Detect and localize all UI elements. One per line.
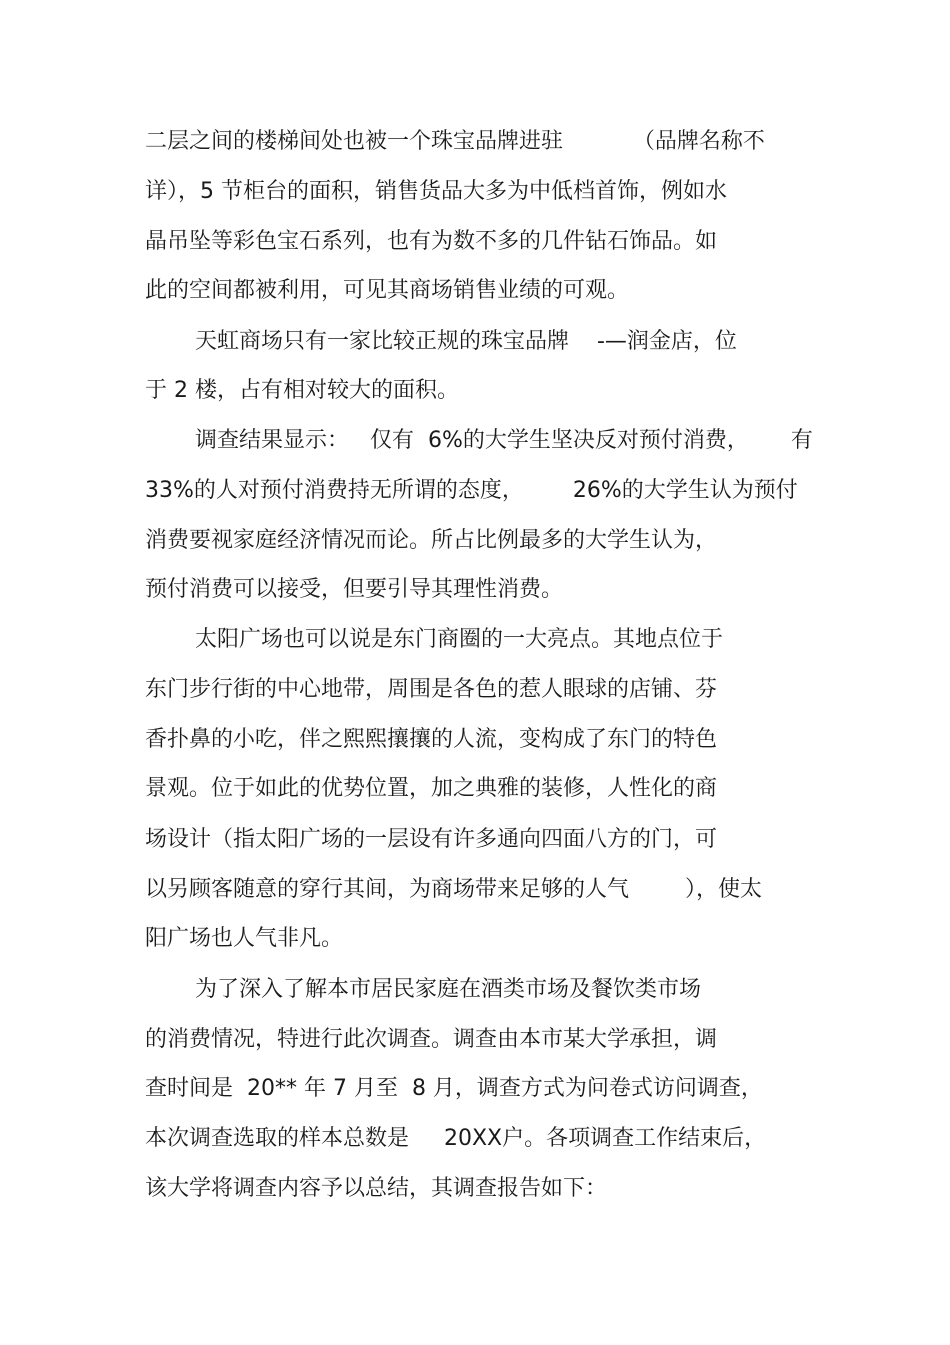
text-line: 的消费情况，特进行此次调查。调查由本市某大学承担，调 (145, 1027, 718, 1052)
text-line: 33%的人对预付消费持无所谓的态度， 26%的大学生认为预付 (145, 478, 798, 503)
text-line: 该大学将调查内容予以总结，其调查报告如下： (145, 1176, 608, 1201)
text-line: 详），5 节柜台的面积，销售货品大多为中低档首饰，例如水 (145, 179, 727, 204)
text-line: 香扑鼻的小吃，伴之熙熙攘攘的人流，变构成了东门的特色 (145, 727, 718, 752)
text-line: 二层之间的楼梯间处也被一个珠宝品牌进驻 （品牌名称不 (145, 129, 765, 154)
text-line: 东门步行街的中心地带，周围是各色的惹人眼球的店铺、芬 (145, 677, 718, 702)
text-line: 阳广场也人气非凡。 (145, 926, 344, 951)
text-line: 调查结果显示： 仅有 6%的大学生坚决反对预付消费， 有 (195, 428, 813, 453)
text-line: 消费要视家庭经济情况而论。所占比例最多的大学生认为， (145, 528, 718, 553)
text-line: 于 2 楼，占有相对较大的面积。 (145, 378, 459, 403)
text-line: 天虹商场只有一家比较正规的珠宝品牌 -—润金店，位 (195, 329, 737, 354)
text-line: 以另顾客随意的穿行其间，为商场带来足够的人气 ），使太 (145, 877, 762, 902)
text-line: 太阳广场也可以说是东门商圈的一大亮点。其地点位于 (195, 627, 724, 652)
text-line: 本次调查选取的样本总数是 20XX户。各项调查工作结束后， (145, 1126, 767, 1151)
text-line: 为了深入了解本市居民家庭在酒类市场及餐饮类市场 (195, 977, 702, 1002)
text-line: 此的空间都被利用，可见其商场销售业绩的可观。 (145, 278, 630, 303)
text-line: 景观。位于如此的优势位置，加之典雅的装修，人性化的商 (145, 776, 718, 801)
text-line: 晶吊坠等彩色宝石系列，也有为数不多的几件钻石饰品。如 (145, 229, 718, 254)
text-line: 预付消费可以接受，但要引导其理性消费。 (145, 577, 564, 602)
text-line: 场设计（指太阳广场的一层设有许多通向四面八方的门，可 (145, 827, 718, 852)
text-line: 查时间是 20** 年 7 月至 8 月，调查方式为问卷式访问调查， (145, 1076, 763, 1101)
